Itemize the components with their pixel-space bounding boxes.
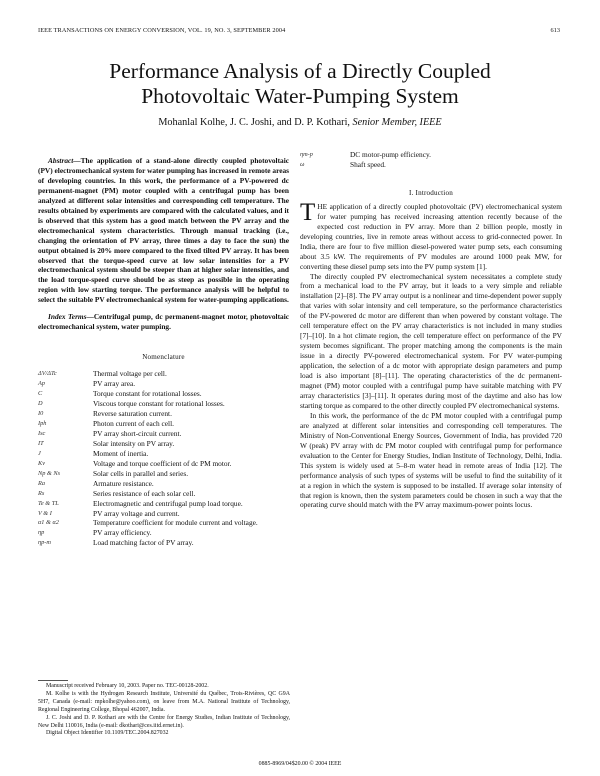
nomenclature-heading: Nomenclature <box>142 353 185 362</box>
nomenclature-symbol: Kv <box>38 459 45 467</box>
nomenclature-row <box>38 499 289 509</box>
introduction-heading: I. Introduction <box>409 188 453 197</box>
nomenclature-row <box>38 439 289 449</box>
footnotes <box>38 680 290 738</box>
abstract <box>38 156 289 305</box>
nomenclature-symbol: Rs <box>38 489 45 497</box>
nomenclature-definition: Load matching factor of PV array. <box>93 538 194 548</box>
nomenclature-symbol: D <box>38 400 43 408</box>
footnote-doi: Digital Object Identifier 10.1109/TEC.2004.827032 <box>46 730 169 737</box>
nomenclature-definition: Solar cells in parallel and series. <box>93 468 189 478</box>
nomenclature-row <box>38 399 289 409</box>
nomenclature-definition: Viscous torque constant for rotational losses. <box>93 399 225 409</box>
nomenclature-definition: Series resistance of each solar cell. <box>93 488 196 498</box>
copyright-footer: 0885-8969/04$20.00 © 2004 IEEE <box>258 761 342 767</box>
nomenclature-row <box>38 429 289 439</box>
intro-paragraph-1 <box>300 198 562 272</box>
nomenclature-definition: Solar intensity on PV array. <box>93 438 175 448</box>
left-column <box>38 150 289 548</box>
footnote-joshi-kothari: J. C. Joshi and D. P. Kothari are with the Centre for Energy Studies, Indian Institute of Technology, New Delhi 110016, India (e-mail: dkothari@ces.iitd.ernet.in). <box>38 714 290 729</box>
symbol-row <box>300 150 562 160</box>
title-line-1: Performance Analysis of a Directly Coupled <box>109 59 491 83</box>
nomenclature-definition: Photon current of each cell. <box>93 418 174 428</box>
nomenclature-definition: PV array efficiency. <box>93 528 152 538</box>
drop-cap: T <box>300 198 316 226</box>
nomenclature-row <box>38 409 289 419</box>
footnote-kolhe: M. Kolhe is with the Hydrogen Research Institute, Université du Québec, Trois-Rivières, QC G9A 5H7, Canada (e-mail: mpkolhe@yahoo.com), on leave from M.A. National Institute of Technology, Regional Engineering College, Bhopal 462007, India. <box>38 690 290 713</box>
nomenclature-symbol: Isc <box>38 429 46 437</box>
index-terms <box>38 312 289 332</box>
symbol-definition: DC motor-pump efficiency. <box>350 150 432 159</box>
nomenclature-row <box>38 469 289 479</box>
nomenclature-definition: Voltage and torque coefficient of dc PM motor. <box>93 458 232 468</box>
nomenclature-definition: Reverse saturation current. <box>93 408 172 418</box>
author-membership: Senior Member, IEEE <box>352 117 442 128</box>
nomenclature-symbol: α1 & α2 <box>38 519 59 527</box>
right-column <box>300 150 562 510</box>
symbol-definition: Shaft speed. <box>350 159 386 169</box>
nomenclature-symbol: Ap <box>38 380 45 388</box>
footnote-rule <box>38 680 68 681</box>
nomenclature-row <box>38 459 289 469</box>
nomenclature-symbol: J <box>38 449 41 457</box>
abstract-lead: Abstract— <box>48 156 81 165</box>
nomenclature-symbol: Iph <box>38 419 47 427</box>
running-header: IEEE TRANSACTIONS ON ENERGY CONVERSION, VOL. 19, NO. 3, SEPTEMBER 2004 <box>38 27 286 34</box>
nomenclature-symbol: ΔV/ΔTc <box>38 370 57 378</box>
nomenclature-definition: Thermal voltage per cell. <box>93 369 167 379</box>
intro-paragraph-3: In this work, the performance of the dc PM motor coupled with a centrifugal pump are analyzed at different solar intensities and corresponding cell temperatures. The Ministry of Non-Conventional Energy Sources, Government of India, has provided 720 W (peak) PV array with dc PM motor coupled with centrifugal pump for performance evaluation to the Center for Energy Studies, Indian Institute of Technology, Delhi, India. This system is widely used at 5–8-m water head in remote areas of India [12]. The performance analysis of such types of systems will be useful to find the suitability of it at a region in which the system is supposed to be installed. If average solar intensity of that region is known, then the system parameters could be chosen in such a way that the operating curve should match with the PV array maximum-power points locus. <box>300 410 562 510</box>
nomenclature-definition: PV array short-circuit current. <box>93 428 182 438</box>
nomenclature-row <box>38 518 289 528</box>
nomenclature-symbol: Ra <box>38 479 45 487</box>
footnote-received: Manuscript received February 10, 2003. Paper no. TEC-00128-2002. <box>46 683 209 689</box>
nomenclature-row <box>38 379 289 389</box>
nomenclature-row <box>38 489 289 499</box>
nomenclature-symbol: Te & TL <box>38 499 59 507</box>
title-line-2: Photovoltaic Water-Pumping System <box>141 84 459 108</box>
abstract-text: The application of a stand-alone directly coupled photovoltaic (PV) electromechanical system for water pumping has increased in remote areas of developing countries. In this work, the performance of a PV-powered dc permanent-magnet (PM) motor coupled with a centrifugal pump has been analyzed at different solar intensities and corresponding cell temperature. The results obtained by experiments are compared with the calculated values, and it is observed that this system has a good match between the PV array and the electromechanical system characteristics. Through manual tracking (i.e., changing the orientation of PV array, three times a day to face the sun) the output obtained is 20% more compared to the fixed tilted PV array. It has been observed that the torque-speed curve at low solar intensities for a PV electromechanical system should be steeper than at higher solar intensities, and the load torque-speed curve should be as steep as possible in the operating region with low starting torque. The performance analysis will be helpful to select the suitable PV electromechanical system for water-pumping applications. <box>38 156 289 305</box>
symbol: ηm-p <box>300 151 313 158</box>
nomenclature-symbol: I0 <box>38 409 44 417</box>
nomenclature-symbol: ηp-m <box>38 539 51 547</box>
nomenclature-symbol: C <box>38 390 43 398</box>
nomenclature-symbol: IT <box>38 439 44 447</box>
symbol-continuation <box>300 150 562 170</box>
nomenclature-table <box>38 369 289 548</box>
index-terms-text: Centrifugal pump, dc permanent-magnet motor, photovoltaic electromechanical system, water pumping. <box>38 312 289 332</box>
nomenclature-definition: PV array voltage and current. <box>93 508 180 518</box>
nomenclature-row <box>38 449 289 459</box>
page-number: 613 <box>550 27 560 34</box>
nomenclature-definition: Armature resistance. <box>93 478 154 488</box>
nomenclature-row <box>38 369 289 379</box>
nomenclature-definition: Temperature coefficient for module current and voltage. <box>93 518 258 528</box>
nomenclature-definition: Electromagnetic and centrifugal pump load torque. <box>93 498 243 508</box>
nomenclature-row <box>38 479 289 489</box>
nomenclature-symbol: ηp <box>38 529 45 537</box>
nomenclature-row <box>38 528 289 538</box>
symbol-row <box>300 160 562 170</box>
nomenclature-row <box>38 538 289 548</box>
nomenclature-definition: Moment of inertia. <box>93 448 149 458</box>
nomenclature-row <box>38 389 289 399</box>
intro-paragraph-2: The directly coupled PV electromechanical system necessitates a complete study from a mechanical load to the PV array, but it leads to a very simple and reliable installation [2]–[8]. The PV array output is a nonlinear and time-dependent power supply that varies with solar intensity and cell temperature, so the performance characteristics of the PV-powered dc motor are different than when powered by constant voltage. The cell temperature effect on the PV array characteristics is not included in many studies [7]–[10]. In a hot climate region, the cell temperature effect on performance of the PV system becomes significant. The proper matching among the components is the main issue in a directly PV-powered electromechanical system. For PV water-pumping application, the selection of a dc motor with appropriate design parameters and pump load is also important [8]–[11]. The operating characteristics of the dc permanent-magnet (PM) motor coupled with a centrifugal pump have suitable matching with PV array characteristics [3]–[11]. It operates during most of the daytime and also has low starting torque as compared to the other directly coupled PV electromechanical systems. <box>300 271 562 410</box>
nomenclature-definition: PV array area. <box>93 379 136 389</box>
intro-paragraph-1-text: HE application of a directly coupled photovoltaic (PV) electromechanical system for water pumping has received increasing attention recently because of the expected cost reduction in PV array. More than 2 billion people, mostly in developing countries, live in remote areas without access to grid-connected power. In India, there are four to five million diesel-powered water pump sets, each consuming about 3.5 kW. The requirements of PV modules are around 1000 peak MW, for converting these diesel pump sets into the PV pump system [1]. <box>300 201 562 271</box>
index-terms-lead: Index Terms— <box>48 312 94 322</box>
author-line <box>0 117 600 128</box>
paper-title <box>0 59 600 109</box>
nomenclature-row <box>38 509 289 519</box>
author-names: Mohanlal Kolhe, J. C. Joshi, and D. P. Kothari, <box>158 117 350 128</box>
symbol: ω <box>300 160 305 168</box>
nomenclature-symbol: Np & Ns <box>38 469 61 477</box>
nomenclature-symbol: V & I <box>38 509 52 517</box>
nomenclature-definition: Torque constant for rotational losses. <box>93 389 202 399</box>
nomenclature-row <box>38 419 289 429</box>
